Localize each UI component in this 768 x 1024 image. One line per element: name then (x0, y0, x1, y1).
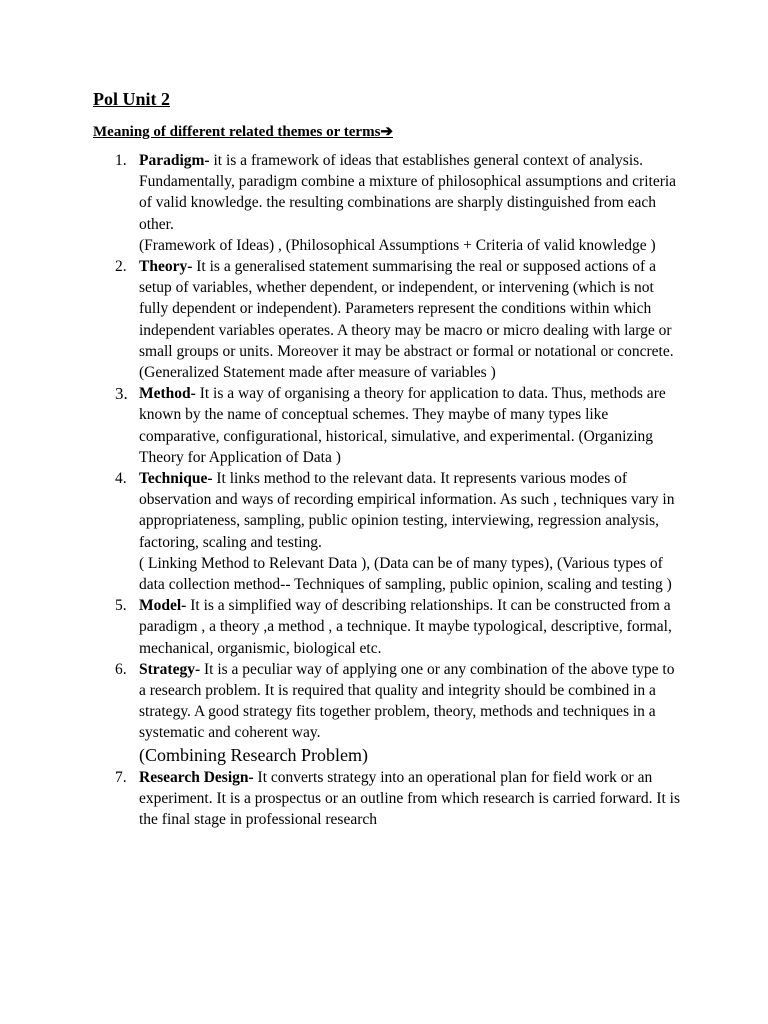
term-definition: It is a way of organising a theory for application to data. Thus, methods are known by the name of conceptual schemes. They maybe of many types like comparative, configurational, historical, simulative, and experimental. (Organizing Theory for Application of Data ) (139, 385, 666, 466)
term-label: Technique- (139, 470, 213, 488)
term-label: Model- (139, 597, 187, 615)
term-label: Method- (139, 385, 196, 403)
list-item-model (115, 595, 684, 659)
term-definition: it is a framework of ideas that establishes general context of analysis. Fundamentally, paradigm combine a mixture of philosophical assumptions and criteria of valid knowledge. the resulting combinations are sharply distinguished from each other. (139, 152, 677, 233)
term-label: Theory- (139, 258, 193, 276)
list-item-strategy (115, 659, 684, 767)
list-item-research-design (115, 767, 684, 831)
term-definition: It converts strategy into an operational plan for field work or an experiment. It is a prospectus or an outline from which research is carried forward. It is the final stage in professional research (139, 768, 681, 829)
list-number: 6. (115, 660, 127, 678)
list-item-technique (115, 468, 684, 595)
term-note: ( Linking Method to Relevant Data ), (Data can be of many types), (Various types of data collection method-- Techniques of sampling, public opinion, scaling and testing ) (139, 554, 672, 594)
terms-list (115, 150, 684, 831)
term-label: Paradigm- (139, 152, 210, 169)
list-number: 1. (115, 152, 127, 169)
list-number: 4. (115, 470, 127, 488)
list-item-theory (115, 256, 684, 383)
term-label: Strategy- (139, 660, 201, 678)
list-item-method (115, 383, 684, 468)
term-note: (Combining Research Problem) (139, 744, 368, 765)
list-number: 7. (115, 768, 127, 786)
term-definition: It links method to the relevant data. It represents various modes of observation and ways of recording empirical information. As such , techniques vary in appropriateness, sampling, public opinion testing, interviewing, regression analysis, factoring, scaling and testing. (139, 470, 675, 551)
term-definition: It is a generalised statement summarising the real or supposed actions of a setup of variables, whether dependent, or independent, or intervening (which is not fully dependent or independent). Parameters represent the conditions within which independent variables operates. A theory may be macro or micro dealing with large or small groups or units. Moreover it may be abstract or formal or notational or concrete. (139, 258, 674, 360)
term-definition: It is a simplified way of describing relationships. It can be constructed from a paradigm , a theory ,a method , a technique. It maybe typological, descriptive, formal, mechanical, organismic, biological etc. (139, 597, 672, 657)
term-note: (Framework of Ideas) , (Philosophical Assumptions + Criteria of valid knowledge ) (139, 236, 656, 254)
section-heading: Meaning of different related themes or terms➔ (93, 124, 393, 140)
list-number: 5. (115, 597, 127, 615)
list-number: 3. (115, 384, 128, 404)
document-title: Pol Unit 2 (93, 89, 171, 109)
list-number: 2. (115, 258, 127, 276)
term-label: Research Design- (139, 768, 254, 786)
list-item-paradigm (115, 150, 684, 256)
term-definition: It is a peculiar way of applying one or any combination of the above type to a research problem. It is required that quality and integrity should be combined in a strategy. A good strategy fits together problem, theory, methods and techniques in a systematic and coherent way. (139, 660, 675, 742)
term-note: (Generalized Statement made after measure of variables ) (139, 364, 496, 382)
